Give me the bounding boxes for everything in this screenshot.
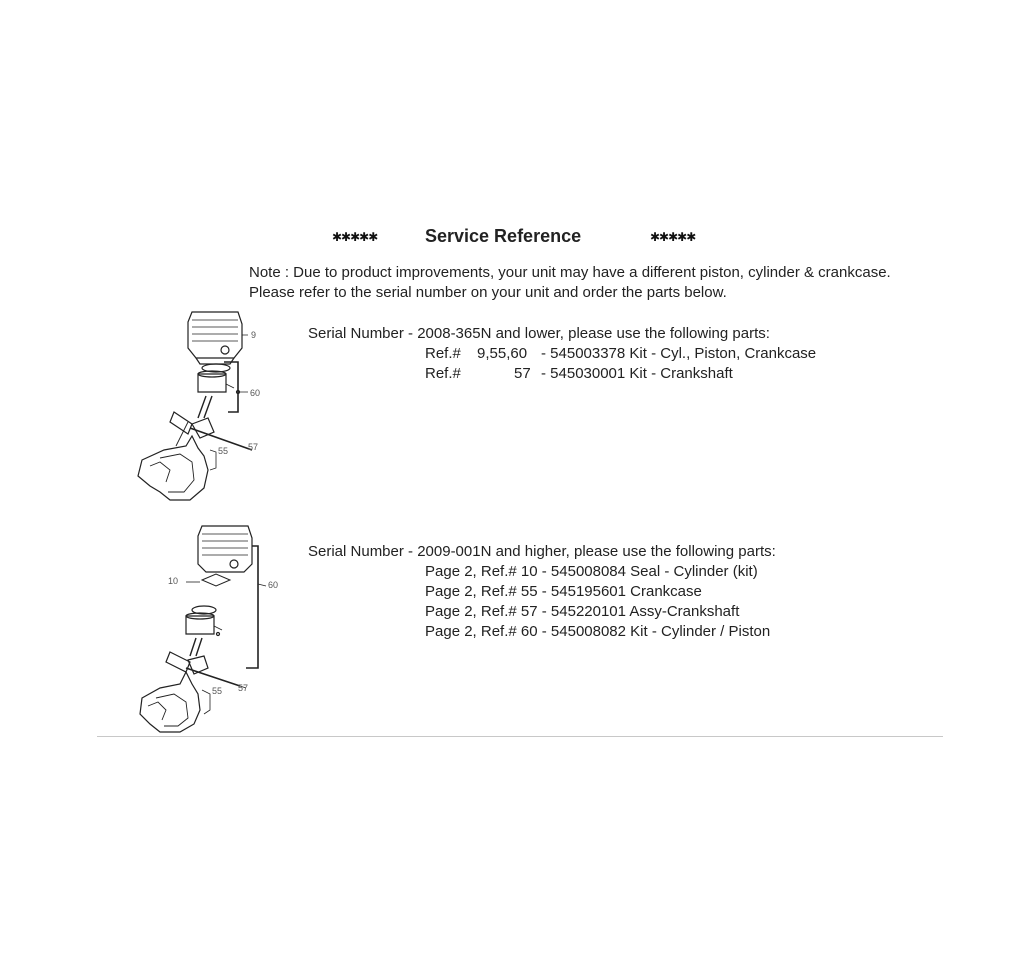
ref-prefix: Ref.# bbox=[425, 365, 461, 382]
part-row bbox=[308, 582, 908, 602]
bottom-divider bbox=[97, 736, 943, 737]
note-line-1: Note : Due to product improvements, your unit may have a different piston, cylinder & crankcase. bbox=[249, 264, 891, 281]
section-old-heading: Serial Number - 2008-365N and lower, please use the following parts: bbox=[308, 325, 770, 342]
stars-decoration-left: ✱✱✱✱✱ bbox=[332, 230, 378, 244]
note-paragraph bbox=[249, 263, 891, 303]
label-55: 55 bbox=[218, 446, 229, 456]
title-row bbox=[0, 226, 1024, 252]
label-9: 9 bbox=[251, 330, 257, 340]
section-new-heading: Serial Number - 2009-001N and higher, please use the following parts: bbox=[308, 543, 776, 560]
part-description: - 545003378 Kit - Cyl., Piston, Crankcase bbox=[541, 345, 817, 362]
section-new-serial bbox=[308, 542, 908, 642]
part-description: Page 2, Ref.# 60 - 545008082 Kit - Cylinder / Piston bbox=[425, 623, 771, 640]
part-row bbox=[308, 562, 908, 582]
note-line-2: Please refer to the serial number on your unit and order the parts below. bbox=[249, 284, 727, 301]
part-row bbox=[308, 364, 908, 384]
label-57: 57 bbox=[248, 442, 259, 452]
ref-numbers: 9,55,60 bbox=[477, 345, 528, 362]
parts-diagram-old bbox=[130, 300, 270, 505]
part-row bbox=[308, 622, 908, 642]
label-10: 10 bbox=[168, 576, 179, 586]
parts-diagram-new bbox=[130, 518, 290, 738]
stars-decoration-right: ✱✱✱✱✱ bbox=[650, 230, 696, 244]
part-row bbox=[308, 344, 908, 364]
label-60: 60 bbox=[268, 580, 279, 590]
label-55: 55 bbox=[212, 686, 223, 696]
part-description: Page 2, Ref.# 10 - 545008084 Seal - Cylinder (kit) bbox=[425, 563, 758, 580]
part-description: - 545030001 Kit - Crankshaft bbox=[541, 365, 733, 382]
part-description: Page 2, Ref.# 55 - 545195601 Crankcase bbox=[425, 583, 702, 600]
ref-prefix: Ref.# bbox=[425, 345, 461, 362]
section-old-serial bbox=[308, 324, 908, 384]
page-title: Service Reference bbox=[425, 226, 582, 246]
part-description: Page 2, Ref.# 57 - 545220101 Assy-Crankshaft bbox=[425, 603, 740, 620]
ref-numbers: 57 bbox=[514, 365, 531, 382]
part-row bbox=[308, 602, 908, 622]
label-57: 57 bbox=[238, 683, 249, 693]
label-60: 60 bbox=[250, 388, 261, 398]
